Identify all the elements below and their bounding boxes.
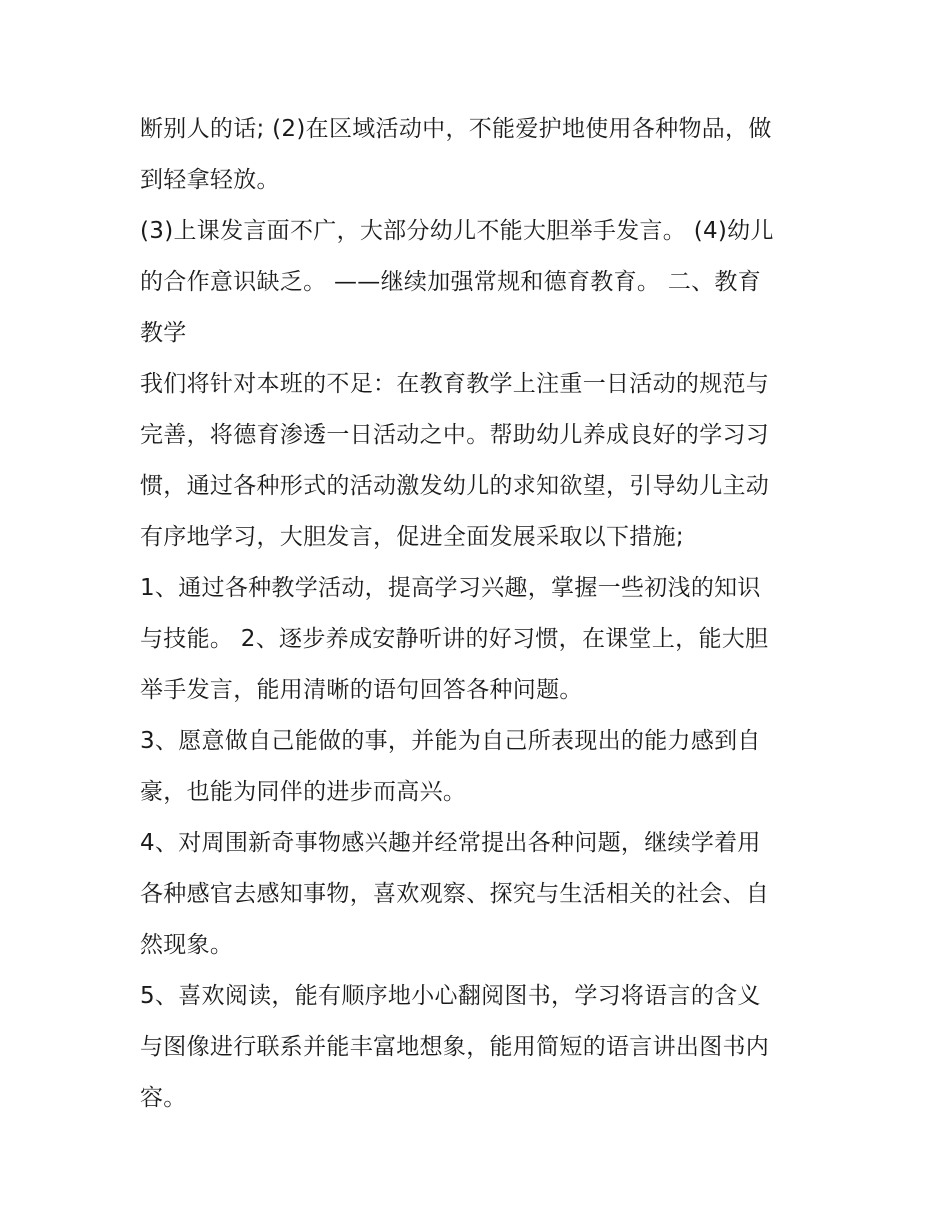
text-line: 1、通过各种教学活动，提高学习兴趣，掌握一些初浅的知识 <box>140 575 761 601</box>
paragraph-measure-1-2 <box>140 563 820 716</box>
text-line: 我们将针对本班的不足：在教育教学上注重一日活动的规范与 <box>140 371 770 397</box>
text-line: 断别人的话; (2)在区域活动中，不能爱护地使用各种物品，做 <box>140 116 772 142</box>
text-line: 4、对周围新奇事物感兴趣并经常提出各种问题，继续学着用 <box>140 830 761 856</box>
text-line: 到轻拿轻放。 <box>140 167 280 193</box>
paragraph-continuation <box>140 104 820 206</box>
paragraph-item-3-4 <box>140 206 820 359</box>
text-line: 容。 <box>140 1085 187 1111</box>
text-line: 3、愿意做自己能做的事，并能为自己所表现出的能力感到自 <box>140 728 761 754</box>
text-line: 惯，通过各种形式的活动激发幼儿的求知欲望，引导幼儿主动 <box>140 473 770 499</box>
text-line: (3)上课发言面不广，大部分幼儿不能大胆举手发言。 (4)幼儿 <box>140 218 774 244</box>
paragraph-measure-4 <box>140 818 820 971</box>
paragraph-measure-5 <box>140 971 820 1124</box>
text-line: 5、喜欢阅读，能有顺序地小心翻阅图书，学习将语言的含义 <box>140 983 761 1009</box>
text-line: 与图像进行联系并能丰富地想象，能用简短的语言讲出图书内 <box>140 1034 770 1060</box>
text-line: 的合作意识缺乏。 ——继续加强常规和德育教育。 二、教育 <box>140 269 762 295</box>
text-line: 然现象。 <box>140 932 234 958</box>
text-line: 与技能。 2、逐步养成安静听讲的好习惯，在课堂上，能大胆 <box>140 626 769 652</box>
document-body <box>140 104 820 1124</box>
paragraph-measure-3 <box>140 716 820 818</box>
text-line: 举手发言，能用清晰的语句回答各种问题。 <box>140 677 583 703</box>
paragraph-teaching-intro <box>140 359 820 563</box>
text-line: 教学 <box>140 320 187 346</box>
text-line: 有序地学习，大胆发言，促进全面发展采取以下措施; <box>140 524 684 550</box>
text-line: 豪，也能为同伴的进步而高兴。 <box>140 779 467 805</box>
text-line: 完善，将德育渗透一日活动之中。帮助幼儿养成良好的学习习 <box>140 422 770 448</box>
text-line: 各种感官去感知事物，喜欢观察、探究与生活相关的社会、自 <box>140 881 770 907</box>
